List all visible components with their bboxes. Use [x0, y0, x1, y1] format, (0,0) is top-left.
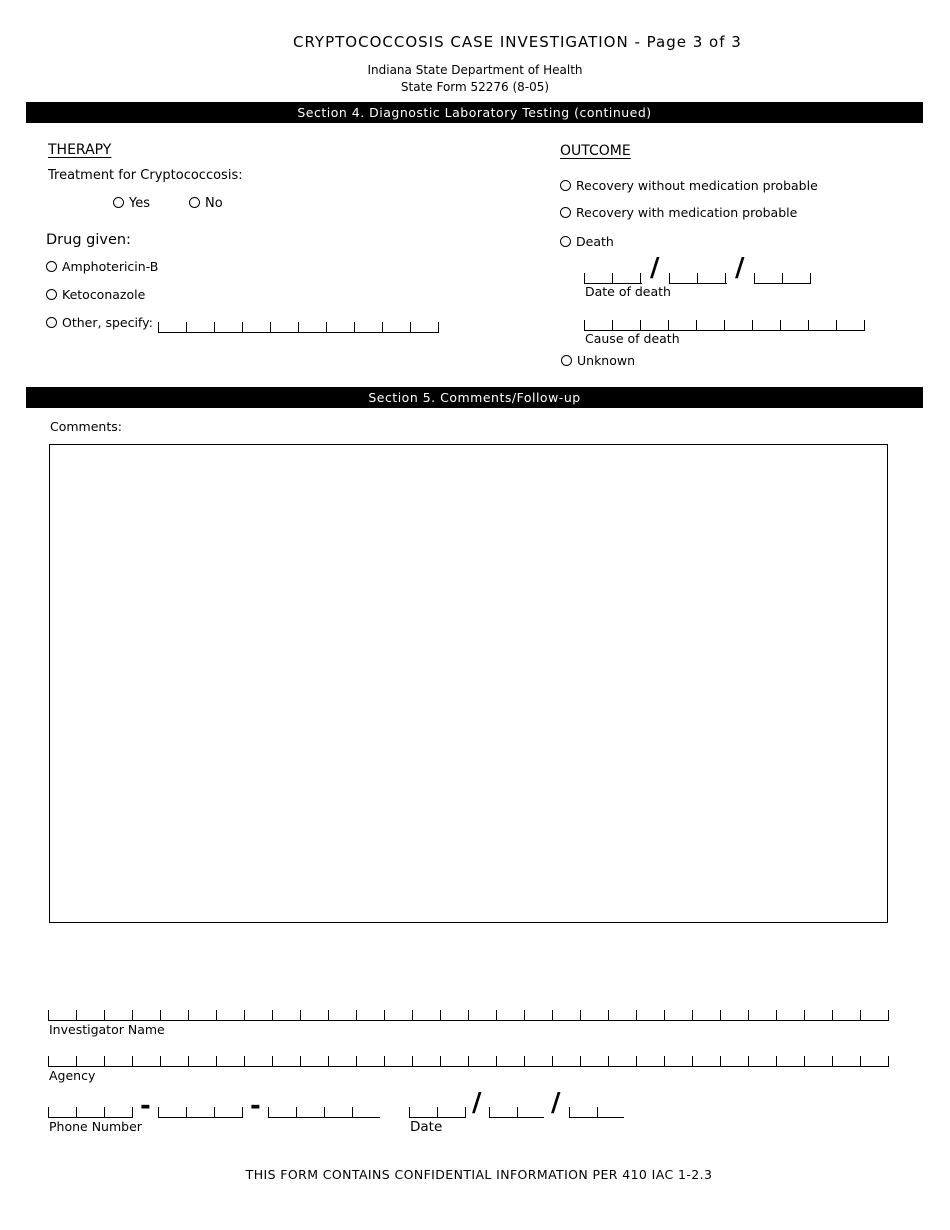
phone-dash: - — [250, 1091, 261, 1121]
radio-icon[interactable] — [560, 180, 571, 191]
yes-label: Yes — [129, 196, 150, 211]
page-title: CRYPTOCOCCOSIS CASE INVESTIGATION - Page 3 of 3 — [293, 33, 742, 51]
date-label: Date — [410, 1119, 443, 1135]
investigator-name-label: Investigator Name — [49, 1022, 165, 1037]
outcome-heading: OUTCOME — [560, 143, 631, 159]
no-label: No — [205, 196, 223, 211]
phone-line-field[interactable] — [268, 1107, 380, 1118]
drug-amphotericin[interactable] — [46, 259, 158, 274]
option-label: Death — [576, 234, 614, 249]
comments-textarea[interactable] — [49, 444, 888, 923]
treatment-yes[interactable] — [113, 196, 150, 211]
death-day-field[interactable] — [669, 273, 727, 284]
radio-icon[interactable] — [113, 197, 124, 208]
date-separator: / — [735, 253, 745, 283]
therapy-heading: THERAPY — [48, 142, 112, 158]
outcome-recovery-without[interactable] — [560, 178, 818, 193]
date-separator: / — [650, 253, 660, 283]
drug-label: Other, specify: — [62, 315, 153, 330]
radio-icon[interactable] — [189, 197, 200, 208]
phone-label: Phone Number — [49, 1119, 142, 1134]
form-number: State Form 52276 (8-05) — [400, 80, 550, 94]
date-separator: / — [472, 1088, 482, 1118]
death-year-field[interactable] — [754, 273, 811, 284]
drug-label: Ketoconazole — [62, 287, 146, 302]
radio-icon[interactable] — [46, 317, 57, 328]
comments-label: Comments: — [50, 419, 122, 434]
agency-name: Indiana State Department of Health — [367, 63, 583, 77]
radio-icon[interactable] — [46, 289, 57, 300]
date-of-death-label: Date of death — [585, 284, 671, 299]
outcome-unknown[interactable] — [561, 353, 635, 368]
phone-dash: - — [140, 1091, 151, 1121]
radio-icon[interactable] — [560, 236, 571, 247]
outcome-recovery-with[interactable] — [560, 205, 797, 220]
agency-label: Agency — [49, 1068, 96, 1083]
cause-of-death-label: Cause of death — [585, 331, 680, 346]
radio-icon[interactable] — [560, 207, 571, 218]
phone-area-field[interactable] — [48, 1107, 133, 1118]
option-label: Recovery with medication probable — [576, 205, 798, 220]
treatment-no[interactable] — [189, 196, 223, 211]
radio-icon[interactable] — [46, 261, 57, 272]
confidential-notice: THIS FORM CONTAINS CONFIDENTIAL INFORMATION PER 410 IAC 1-2.3 — [245, 1167, 713, 1182]
phone-prefix-field[interactable] — [158, 1107, 243, 1118]
cause-of-death-field[interactable] — [584, 320, 865, 331]
drug-ketoconazole[interactable] — [46, 287, 145, 302]
date-separator: / — [551, 1088, 561, 1118]
investigator-name-field[interactable] — [48, 1010, 889, 1021]
section-4-header: Section 4. Diagnostic Laboratory Testing (continued) — [26, 102, 923, 123]
section-5-header: Section 5. Comments/Follow-up — [26, 387, 923, 408]
drug-given-label: Drug given: — [46, 232, 131, 248]
date-day-field[interactable] — [489, 1107, 544, 1118]
option-label: Recovery without medication probable — [576, 178, 818, 193]
other-drug-field[interactable] — [158, 322, 439, 333]
option-label: Unknown — [577, 353, 636, 368]
treatment-question: Treatment for Cryptococcosis: — [48, 168, 243, 183]
outcome-death[interactable] — [560, 234, 614, 249]
death-month-field[interactable] — [584, 273, 642, 284]
drug-other[interactable] — [46, 315, 153, 330]
date-month-field[interactable] — [409, 1107, 466, 1118]
drug-label: Amphotericin-B — [62, 259, 159, 274]
agency-field[interactable] — [48, 1056, 889, 1067]
radio-icon[interactable] — [561, 355, 572, 366]
date-year-field[interactable] — [569, 1107, 624, 1118]
